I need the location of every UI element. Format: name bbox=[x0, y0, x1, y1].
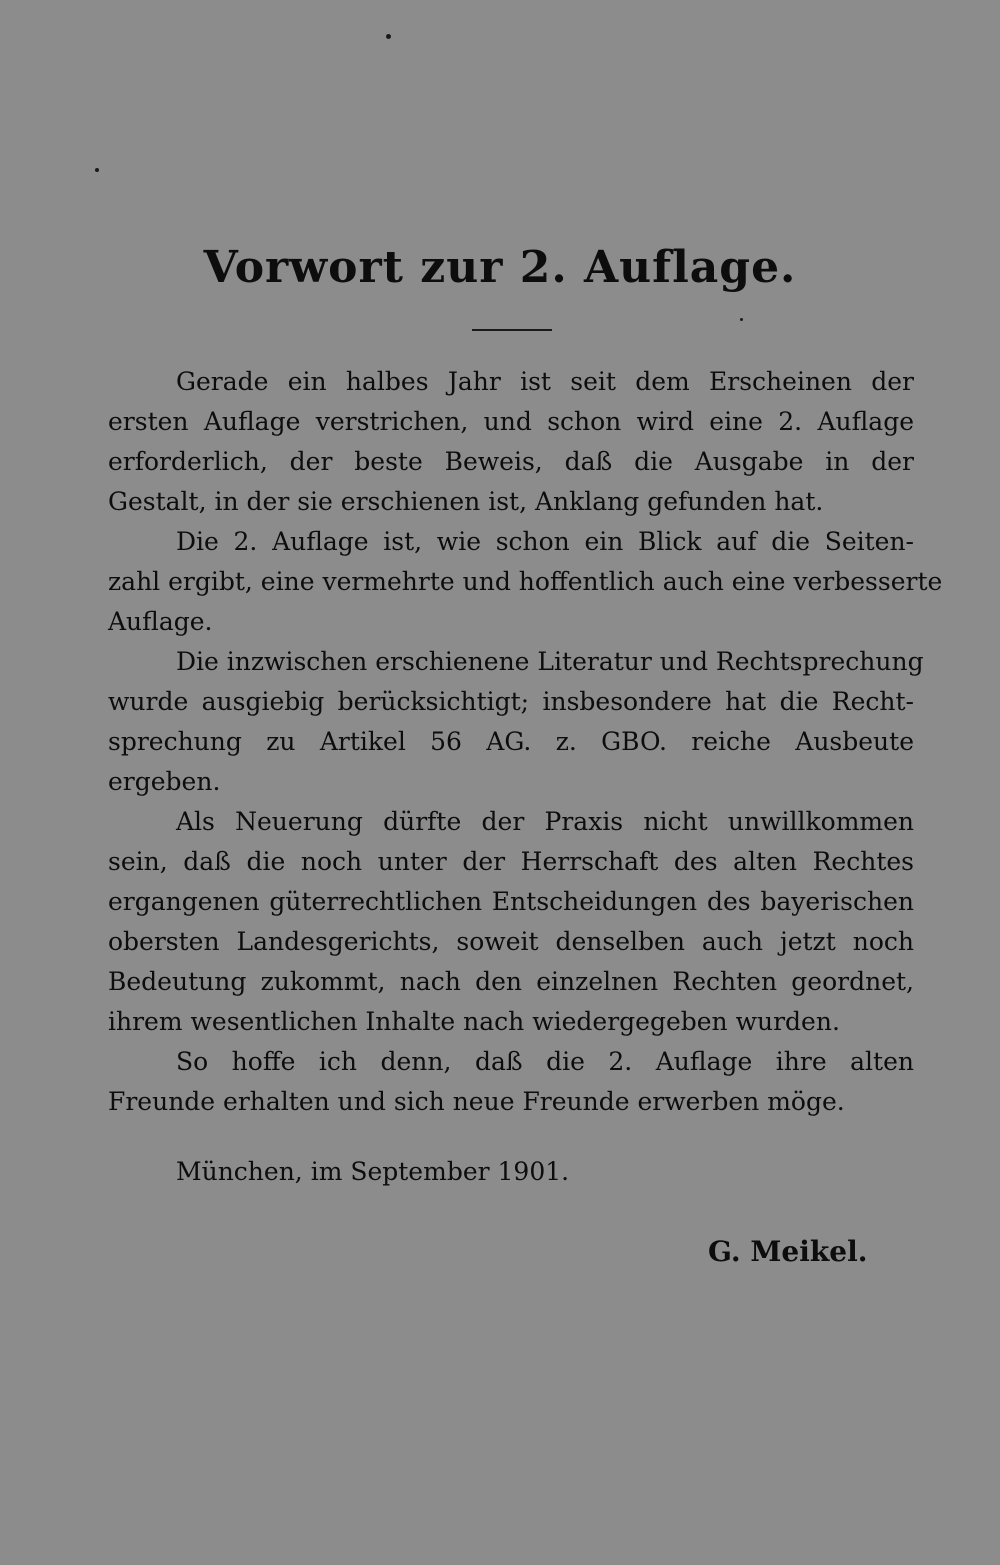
text-line: So hoffe ich denn, daß die 2. Auflage ihre alten bbox=[176, 1047, 914, 1076]
title-rule bbox=[472, 329, 552, 331]
scan-speck bbox=[95, 168, 99, 172]
text-line: Auflage. bbox=[108, 607, 213, 636]
text-line: sprechung zu Artikel 56 AG. z. GBO. reiche Ausbeute bbox=[108, 727, 914, 756]
text-line: Die 2. Auflage ist, wie schon ein Blick auf die Seiten- bbox=[176, 527, 914, 556]
text-line: wurde ausgiebig berücksichtigt; insbesondere hat die Recht- bbox=[108, 687, 914, 716]
signature: G. Meikel. bbox=[708, 1235, 868, 1268]
text-line: obersten Landesgerichts, soweit denselben auch jetzt noch bbox=[108, 927, 914, 956]
scan-speck bbox=[740, 318, 743, 321]
scan-speck bbox=[386, 34, 391, 39]
page-title: Vorwort zur 2. Auflage. bbox=[203, 242, 797, 293]
text-line: ergeben. bbox=[108, 767, 221, 796]
dateline: München, im September 1901. bbox=[176, 1157, 570, 1186]
text-line: Gestalt, in der sie erschienen ist, Anklang gefunden hat. bbox=[108, 487, 824, 516]
text-line: zahl ergibt, eine vermehrte und hoffentlich auch eine verbesserte bbox=[108, 567, 943, 596]
text-line: erforderlich, der beste Beweis, daß die Ausgabe in der bbox=[108, 447, 914, 476]
text-line: sein, daß die noch unter der Herrschaft des alten Rechtes bbox=[108, 847, 914, 876]
text-line: ihrem wesentlichen Inhalte nach wiedergegeben wurden. bbox=[108, 1007, 840, 1036]
text-line: ergangenen güterrechtlichen Entscheidungen des bayerischen bbox=[108, 887, 914, 916]
text-line: ersten Auflage verstrichen, und schon wird eine 2. Auflage bbox=[108, 407, 914, 436]
text-line: Die inzwischen erschienene Literatur und Rechtsprechung bbox=[176, 647, 924, 676]
text-line: Freunde erhalten und sich neue Freunde erwerben möge. bbox=[108, 1087, 845, 1116]
text-line: Als Neuerung dürfte der Praxis nicht unwillkommen bbox=[176, 807, 914, 836]
text-line: Gerade ein halbes Jahr ist seit dem Erscheinen der bbox=[176, 367, 914, 396]
preface-text bbox=[108, 362, 943, 1122]
text-line: Bedeutung zukommt, nach den einzelnen Rechten geordnet, bbox=[108, 967, 914, 996]
